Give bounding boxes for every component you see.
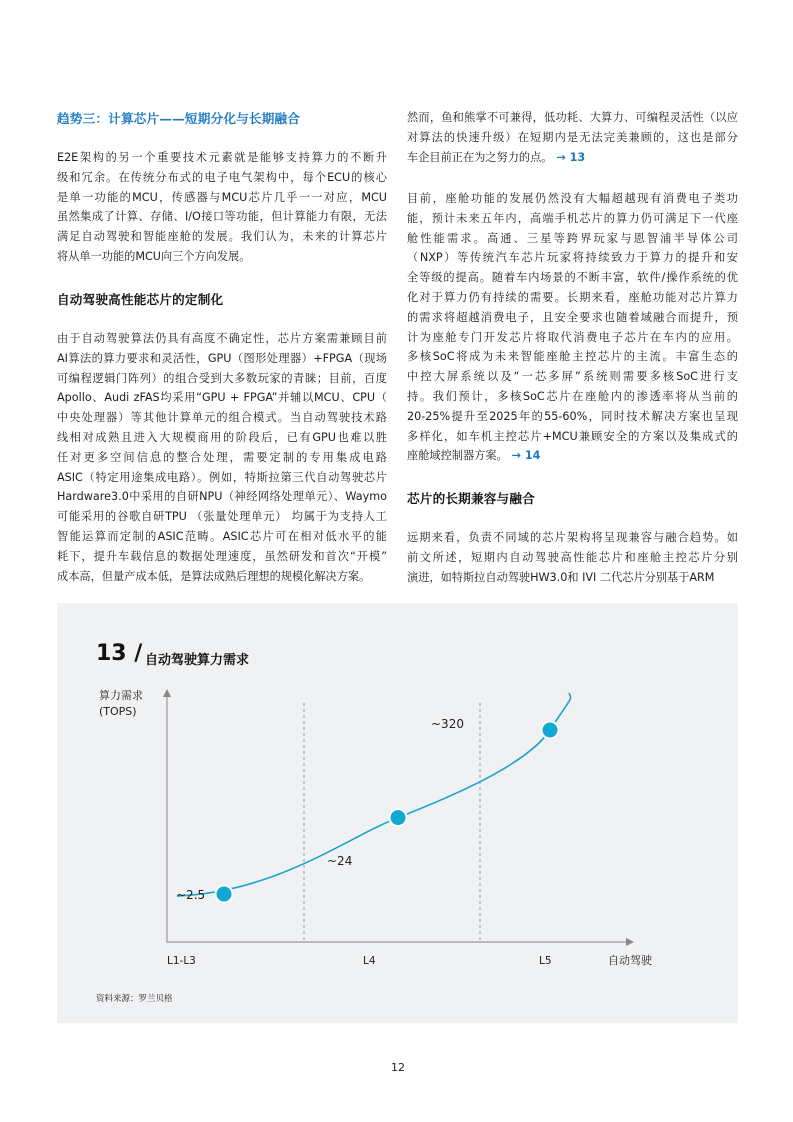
text-line: （NXP）等传统汽车芯片玩家将持续致力于算力的提升和安 <box>407 251 738 265</box>
text-line: 持。我们预计，多核SoC芯片在座舱内的渗透率将从当前的 <box>407 389 738 403</box>
text-line: E2E架构的另一个重要技术元素就是能够支持算力的不断升 <box>57 151 387 164</box>
text-line: AI算法的算力要求和灵活性，GPU（图形处理器）+FPGA（现场 <box>57 351 387 365</box>
body-paragraph <box>57 329 387 586</box>
text-line: 的需求将超越消费电子，且安全要求也随着域融合而提升，预 <box>407 310 738 324</box>
text-line: 耗下，提升车载信息的数据处理速度，虽然研发和首次“开模” <box>57 549 387 563</box>
text-line: 化对于算力仍有持续的需要。长期来看，座舱功能对芯片算力 <box>407 290 738 304</box>
text-line: 线相对成熟且进入大规模商用的阶段后，已有GPU也难以胜 <box>57 430 387 444</box>
text-line: Hardware3.0中采用的自研NPU（神经网络处理单元）、Waymo <box>57 490 387 504</box>
text-line: 级和冗余。在传统分布式的电子电气架构中，每个ECU的核心 <box>57 170 387 184</box>
text-line: ASIC（特定用途集成电路）。例如，特斯拉第三代自动驾驶芯片 <box>57 470 387 484</box>
y-axis-label: 算力需求 <box>99 689 143 702</box>
figure-title: 自动驾驶算力需求 <box>145 653 250 668</box>
text-line: 能，预计未来五年内，高端手机芯片的算力仍可满足下一代座 <box>407 211 738 225</box>
figure-source: 资料来源：罗兰贝格 <box>96 994 173 1004</box>
text-line: 计为座舱专门开发芯片将取代消费电子芯片在车内的应用。 <box>407 330 738 344</box>
section-title: 趋势三：计算芯片——短期分化与长期融合 <box>57 111 301 126</box>
text-line: 舱性能需求。高通、三星等跨界玩家与恩智浦半导体公司 <box>407 231 738 245</box>
text-line: 中央处理器）等其他计算单元的组合模式。当自动驾驶技术路 <box>57 411 387 425</box>
text-line: 由于自动驾驶算法仍具有高度不确定性，芯片方案需兼顾目前 <box>57 332 387 345</box>
figure-panel <box>57 603 738 1023</box>
data-point-marker <box>216 886 233 903</box>
x-axis-arrow <box>626 938 634 946</box>
text-line: 全等级的提高。随着车内场景的不断丰富，软件/操作系统的优 <box>407 271 738 285</box>
text-line: 将从单一功能的MCU向三个方向发展。 <box>57 249 251 263</box>
y-axis-arrow <box>163 689 171 697</box>
cockpit-paragraph <box>407 189 738 466</box>
text-line: 任对更多空间信息的整合处理，需要定制的专用集成电路 <box>57 450 387 464</box>
data-label: ~24 <box>327 854 353 868</box>
text-line: 然而，鱼和熊掌不可兼得，低功耗、大算力、可编程灵活性（以应 <box>407 111 738 124</box>
convergence-paragraph <box>407 528 738 587</box>
text-line: 演进，如特斯拉自动驾驶HW3.0和 IVI 二代芯片分别基于ARM <box>407 570 715 584</box>
text-line: 远期来看，负责不同域的芯片架构将呈现兼容与融合趋势。如 <box>407 531 738 544</box>
intro-paragraph <box>57 148 387 267</box>
text-line: 可编程逻辑门阵列）的组合受到大多数玩家的青睐；目前，百度 <box>57 371 387 385</box>
text-line: 对算法的快速升级）在短期内是无法完美兼顾的，这也是部分 <box>407 130 738 144</box>
subheading-autonomous-chip: 自动驾驶高性能芯片的定制化 <box>57 292 224 307</box>
demand-curve <box>177 693 571 896</box>
text-line: 座舱域控制器方案。 → 14 <box>407 449 541 463</box>
text-line: 目前，座舱功能的发展仍然没有大幅超越现有消费电子类功 <box>407 192 738 205</box>
figure-reference-link[interactable]: → 14 <box>507 449 541 463</box>
text-line: 中控大屏系统以及“一芯多屏”系统则需要多核SoC进行支 <box>407 370 738 384</box>
continued-paragraph <box>407 108 738 167</box>
figure-number: 13 / <box>96 641 143 666</box>
data-label: ~320 <box>431 717 464 731</box>
text-line: 成本高，但量产成本低，是算法成熟后理想的规模化解决方案。 <box>57 569 371 583</box>
figure-reference-link[interactable]: → 13 <box>552 150 586 164</box>
text-line: 智能运算而定制的ASIC范畴。ASIC芯片可在相对低水平的能 <box>57 529 387 543</box>
text-line: 20-25%提升至2025年的55-60%，同时技术解决方案也呈现 <box>407 409 738 423</box>
text-line: 可能采用的谷歌自研TPU （张量处理单元） 均属于为支持人工 <box>57 510 387 524</box>
text-line: 是单一功能的MCU，传感器与MCU芯片几乎一一对应，MCU <box>57 190 387 204</box>
x-tick-label: L1-L3 <box>167 955 196 967</box>
compute-demand-chart <box>57 603 738 1023</box>
text-line: Apollo、Audi zFAS均采用“GPU + FPGA”并辅以MCU、CPU（ <box>57 391 387 405</box>
text-line: 多样化，如车机主控芯片+MCU兼顾安全的方案以及集成式的 <box>407 429 738 443</box>
text-line: 满足自动驾驶和智能座舱的发展。我们认为，未来的计算芯片 <box>57 230 387 244</box>
text-line: 虽然集成了计算、存储、I/O接口等功能，但计算能力有限，无法 <box>57 210 387 224</box>
x-axis-label: 自动驾驶 <box>608 954 652 967</box>
text-line: 车企目前正在为之努力的点。 → 13 <box>407 150 586 164</box>
y-axis-label: (TOPS) <box>99 705 137 718</box>
text-line: 前文所述，短期内自动驾驶高性能芯片和座舱主控芯片分别 <box>407 550 738 564</box>
data-point-marker <box>542 722 559 739</box>
text-line: 多核SoC将成为未来智能座舱主控芯片的主流。丰富生态的 <box>407 350 738 364</box>
page-number: 12 <box>391 1061 405 1074</box>
subheading-convergence: 芯片的长期兼容与融合 <box>407 491 535 506</box>
x-tick-label: L5 <box>539 955 552 967</box>
x-tick-label: L4 <box>363 955 376 967</box>
data-point-marker <box>390 809 407 826</box>
data-label: ~2.5 <box>176 888 206 902</box>
